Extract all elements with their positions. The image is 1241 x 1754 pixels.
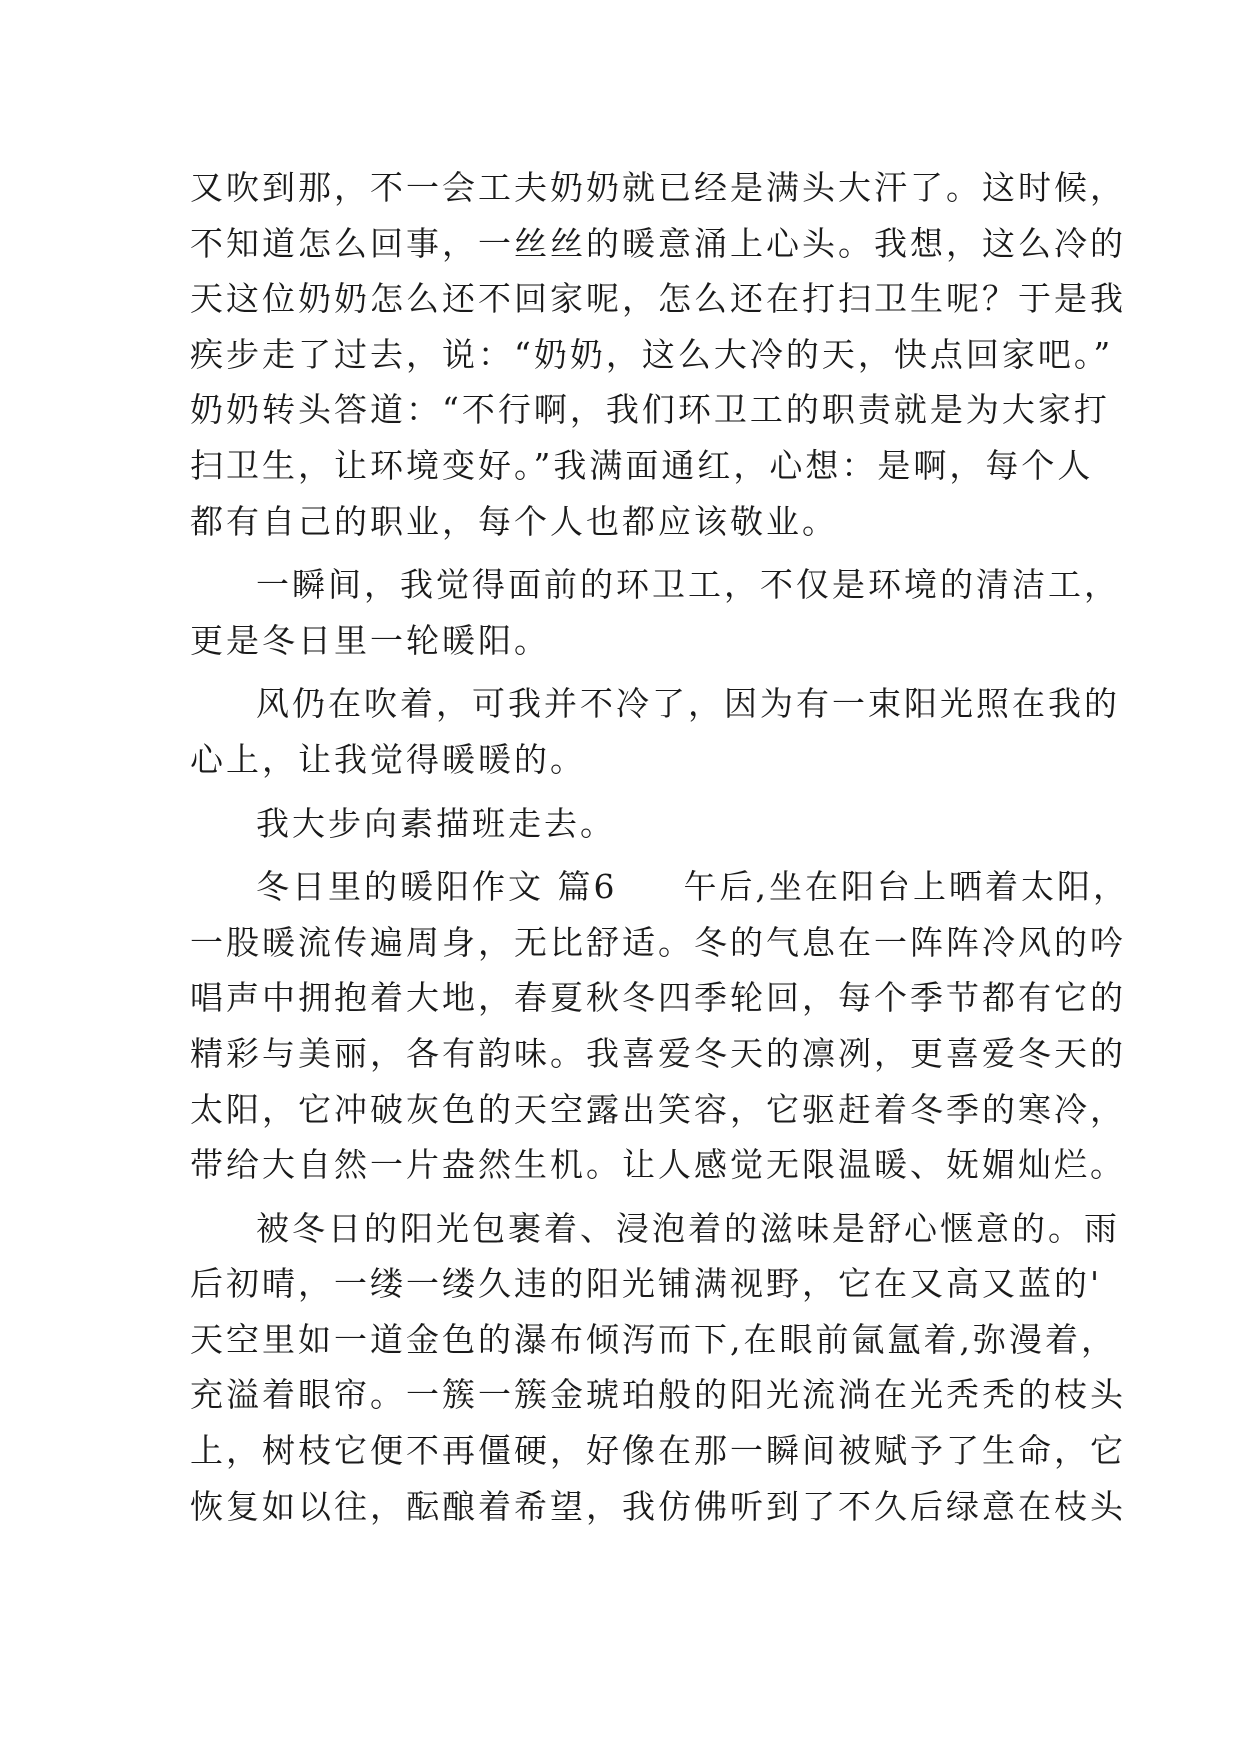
- text-line: 都有自己的职业，每个人也都应该敬业。: [190, 501, 838, 541]
- text-line: 心上，让我觉得暖暖的。: [190, 739, 586, 779]
- paragraph-start-line: 风仍在吹着，可我并不冷了，因为有一束阳光照在我的: [256, 684, 1120, 724]
- text-line: 不知道怎么回事，一丝丝的暖意涌上心头。我想，这么冷的: [190, 223, 1126, 263]
- text-line: 天这位奶奶怎么还不回家呢，怎么还在打扫卫生呢？于是我: [190, 279, 1126, 319]
- paragraph-start-line: 被冬日的阳光包裹着、浸泡着的滋味是舒心惬意的。雨: [256, 1208, 1120, 1248]
- heading-tail-text: 午后,坐在阳台上晒着太阳，: [683, 867, 1129, 907]
- text-line: 精彩与美丽，各有韵味。我喜爱冬天的凛冽，更喜爱冬天的: [190, 1033, 1126, 1073]
- text-line: 唱声中拥抱着大地，春夏秋冬四季轮回，每个季节都有它的: [190, 978, 1126, 1018]
- text-line: 一股暖流传遍周身，无比舒适。冬的气息在一阵阵冷风的吟: [190, 922, 1126, 962]
- text-line: 天空里如一道金色的瀑布倾泻而下,在眼前氤氲着,弥漫着，: [190, 1319, 1117, 1359]
- essay-body: [190, 160, 1129, 1534]
- text-line: 后初晴，一缕一缕久违的阳光铺满视野，它在又高又蓝的': [190, 1264, 1103, 1304]
- paragraph-start-line: 我大步向素描班走去。: [256, 803, 616, 843]
- section-heading-line: [190, 859, 1129, 915]
- text-line: 更是冬日里一轮暖阳。: [190, 620, 550, 660]
- text-line: 带给大自然一片盎然生机。让人感觉无限温暖、妩媚灿烂。: [190, 1145, 1126, 1185]
- text-line: 扫卫生，让环境变好。”我满面通红，心想：是啊，每个人: [190, 445, 1094, 485]
- text-line: 上，树枝它便不再僵硬，好像在那一瞬间被赋予了生命，它: [190, 1431, 1126, 1471]
- text-line: 太阳，它冲破灰色的天空露出笑容，它驱赶着冬季的寒冷，: [190, 1089, 1126, 1129]
- text-line: 恢复如以往，酝酿着希望，我仿佛听到了不久后绿意在枝头: [190, 1486, 1126, 1526]
- text-line: 疾步走了过去，说：“奶奶，这么大冷的天，快点回家吧。”: [190, 334, 1114, 374]
- text-line: 奶奶转头答道：“不行啊，我们环卫工的职责就是为大家打: [190, 390, 1110, 430]
- paragraph-start-line: 一瞬间，我觉得面前的环卫工，不仅是环境的清洁工，: [256, 565, 1120, 605]
- text-line: 充溢着眼帘。一簇一簇金琥珀般的阳光流淌在光秃秃的枝头: [190, 1375, 1126, 1415]
- section-heading: 冬日里的暖阳作文 篇6: [256, 867, 618, 907]
- text-line: 又吹到那，不一会工夫奶奶就已经是满头大汗了。这时候，: [190, 168, 1126, 207]
